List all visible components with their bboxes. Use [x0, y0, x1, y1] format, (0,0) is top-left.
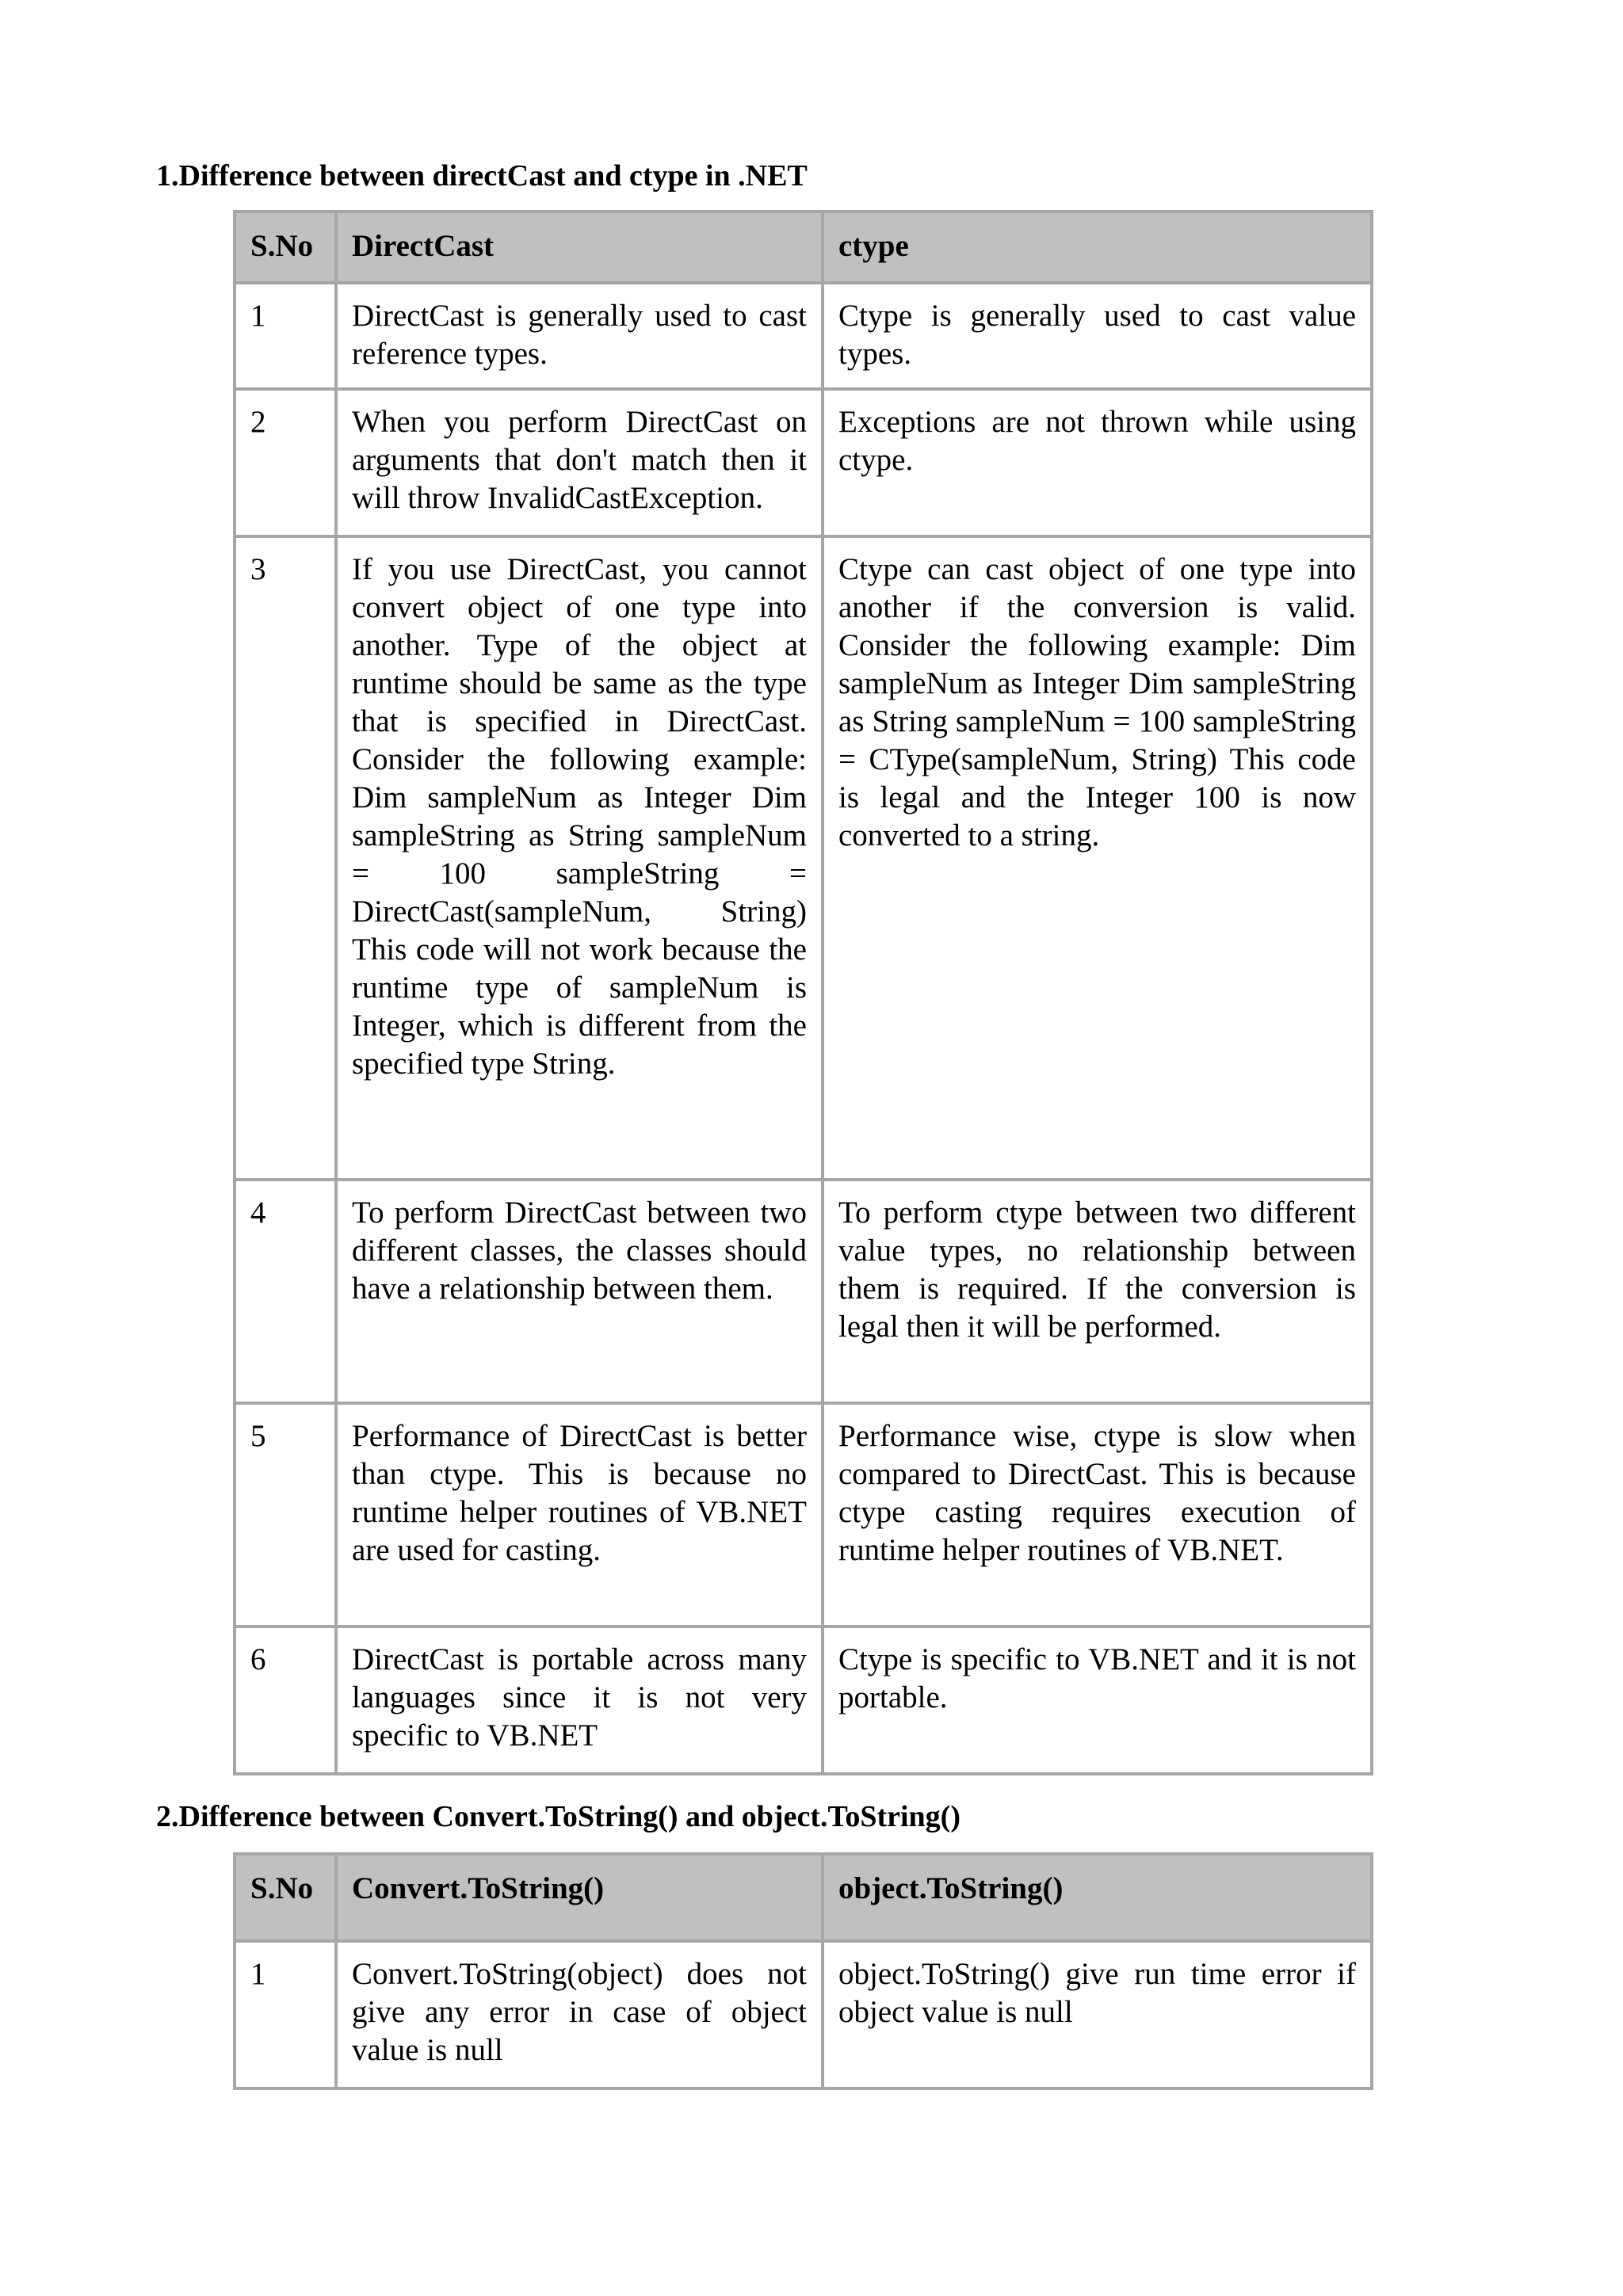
table-header-row: [235, 1854, 1372, 1941]
table-row: [235, 1403, 1372, 1627]
directcast-cell: DirectCast is generally used to cast reference types.: [336, 283, 823, 389]
row-number: 5: [235, 1403, 336, 1627]
directcast-cell: To perform DirectCast between two different classes, the classes should have a relationship between them.: [336, 1180, 823, 1403]
table-row: [235, 1180, 1372, 1403]
column-header-sno: S.No: [235, 212, 336, 283]
row-number: 1: [235, 1941, 336, 2088]
ctype-cell: Ctype is specific to VB.NET and it is not portable.: [823, 1627, 1372, 1774]
row-number: 2: [235, 389, 336, 536]
column-header-object-tostring: object.ToString(): [823, 1854, 1372, 1941]
row-number: 1: [235, 283, 336, 389]
directcast-vs-ctype-table: [233, 210, 1373, 1775]
column-header-convert-tostring: Convert.ToString(): [336, 1854, 823, 1941]
table-row: [235, 283, 1372, 389]
directcast-cell: If you use DirectCast, you cannot convert object of one type into another. Type of the object at runtime should be same as the type that is specified in DirectCast. Consider the following example: Dim sampleNum as Integer Dim sampleString as String sampleNum = 100 sampleString = DirectCast(sampleNum, String) This code will not work because the runtime type of sampleNum is Integer, which is different from the specified type String.: [336, 536, 823, 1180]
ctype-cell: To perform ctype between two different value types, no relationship between them is required. If the conversion is legal then it will be performed.: [823, 1180, 1372, 1403]
row-number: 4: [235, 1180, 336, 1403]
directcast-cell: When you perform DirectCast on arguments that don't match then it will throw InvalidCastException.: [336, 389, 823, 536]
table-row: [235, 1627, 1372, 1774]
directcast-cell: DirectCast is portable across many languages since it is not very specific to VB.NET: [336, 1627, 823, 1774]
column-header-sno: S.No: [235, 1854, 336, 1941]
convert-vs-object-tostring-table: [233, 1852, 1373, 2090]
row-number: 3: [235, 536, 336, 1180]
convert-tostring-cell: Convert.ToString(object) does not give any error in case of object value is null: [336, 1941, 823, 2088]
section-2-heading: 2.Difference between Convert.ToString() and object.ToString(): [156, 1800, 960, 1833]
row-number: 6: [235, 1627, 336, 1774]
table-row: [235, 1941, 1372, 2088]
table-row: [235, 536, 1372, 1180]
table-header-row: [235, 212, 1372, 283]
column-header-directcast: DirectCast: [336, 212, 823, 283]
ctype-cell: Performance wise, ctype is slow when compared to DirectCast. This is because ctype casting requires execution of runtime helper routines of VB.NET.: [823, 1403, 1372, 1627]
ctype-cell: Ctype is generally used to cast value types.: [823, 283, 1372, 389]
object-tostring-cell: object.ToString() give run time error if object value is null: [823, 1941, 1372, 2088]
section-1-heading: 1.Difference between directCast and ctype in .NET: [156, 159, 808, 193]
ctype-cell: Ctype can cast object of one type into another if the conversion is valid. Consider the following example: Dim sampleNum as Integer Dim sampleString as String sampleNum = 100 sampleString = CType(sampleNum, String) This code is legal and the Integer 100 is now converted to a string.: [823, 536, 1372, 1180]
ctype-cell: Exceptions are not thrown while using ctype.: [823, 389, 1372, 536]
directcast-cell: Performance of DirectCast is better than ctype. This is because no runtime helper routines of VB.NET are used for casting.: [336, 1403, 823, 1627]
table-row: [235, 389, 1372, 536]
column-header-ctype: ctype: [823, 212, 1372, 283]
